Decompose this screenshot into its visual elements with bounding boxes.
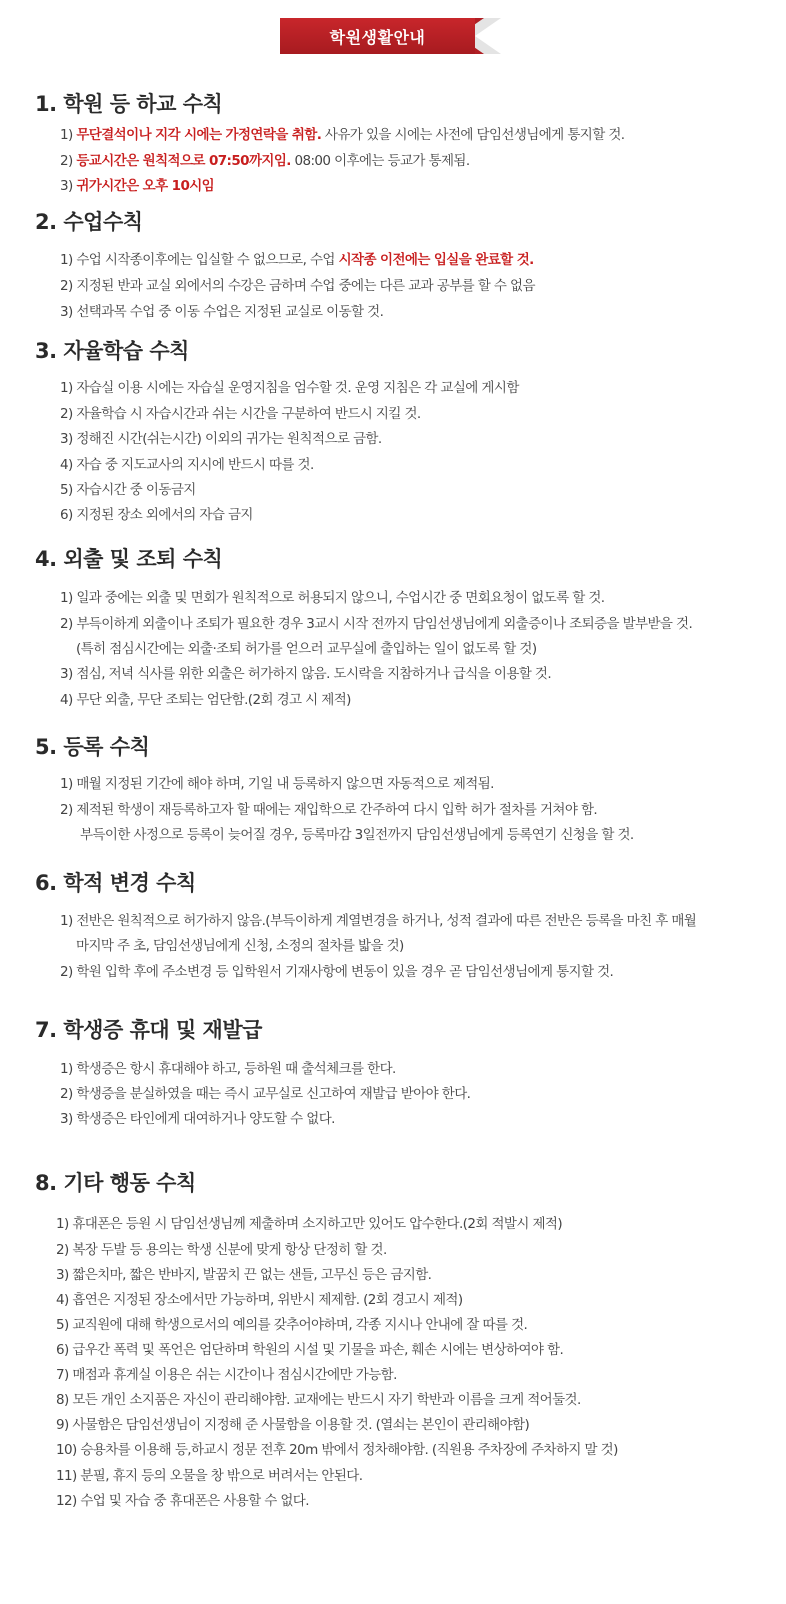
- rule-line: 11) 분필, 휴지 등의 오물을 창 밖으로 버려서는 안된다.: [56, 1468, 363, 1484]
- rule-line: 3) 선택과목 수업 중 이동 수업은 지정된 교실로 이동할 것.: [60, 304, 384, 320]
- rule-line: 2) 학생증을 분실하였을 때는 즉시 교무실로 신고하여 재발급 받아야 한다.: [60, 1086, 471, 1102]
- rule-line: 2) 부득이하게 외출이나 조퇴가 필요한 경우 3교시 시작 전까지 담임선생님에게 외출증이나 조퇴증을 발부받을 것.: [60, 616, 693, 632]
- rule-line: 1) 자습실 이용 시에는 자습실 운영지침을 엄수할 것. 운영 지침은 각 교실에 게시함: [60, 380, 519, 396]
- section-title: 2. 수업수칙: [35, 210, 143, 234]
- rule-line: 1) 수업 시작종이후에는 입실할 수 없으므로, 수업 시작종 이전에는 입실을 완료할 것.: [60, 252, 534, 268]
- rule-line: 1) 무단결석이나 지각 시에는 가정연락을 취함. 사유가 있을 시에는 사전에 담임선생님에게 통지할 것.: [60, 127, 625, 143]
- rule-line: 1) 학생증은 항시 휴대해야 하고, 등하원 때 출석체크를 한다.: [60, 1061, 396, 1077]
- rule-line: (특히 점심시간에는 외출·조퇴 허가를 얻으러 교무실에 출입하는 일이 없도록 할 것): [76, 641, 537, 657]
- section-title: 3. 자율학습 수칙: [35, 339, 189, 363]
- rule-line: 4) 흡연은 지정된 장소에서만 가능하며, 위반시 제제함. (2회 경고시 제적): [56, 1292, 463, 1308]
- rule-line: 5) 자습시간 중 이동금지: [60, 482, 196, 498]
- banner-title: 학원생활안내: [280, 18, 475, 54]
- rule-line: 2) 복장 두발 등 용의는 학생 신분에 맞게 항상 단정히 할 것.: [56, 1242, 387, 1258]
- rule-line: 8) 모든 개인 소지품은 자신이 관리해야함. 교재에는 반드시 자기 학반과 이름을 크게 적어둘것.: [56, 1392, 581, 1408]
- rule-line: 부득이한 사정으로 등록이 늦어질 경우, 등록마감 3일전까지 담임선생님에게 등록연기 신청을 할 것.: [80, 827, 634, 843]
- rule-line: 1) 일과 중에는 외출 및 면회가 원칙적으로 허용되지 않으니, 수업시간 중 면회요청이 없도록 할 것.: [60, 590, 605, 606]
- rule-line: 2) 자율학습 시 자습시간과 쉬는 시간을 구분하여 반드시 지킬 것.: [60, 406, 421, 422]
- rule-line: 3) 귀가시간은 오후 10시임: [60, 178, 215, 194]
- section-title: 4. 외출 및 조퇴 수칙: [35, 547, 223, 571]
- section-title: 7. 학생증 휴대 및 재발급: [35, 1018, 262, 1042]
- rule-line: 9) 사물함은 담임선생님이 지정해 준 사물함을 이용할 것. (열쇠는 본인이 관리해야함): [56, 1417, 530, 1433]
- rule-line: 10) 승용차를 이용해 등,하교시 정문 전후 20m 밖에서 정차해야함. (직원용 주차장에 주차하지 말 것): [56, 1442, 618, 1458]
- rule-line: 4) 무단 외출, 무단 조퇴는 엄단함.(2회 경고 시 제적): [60, 692, 351, 708]
- section-title: 5. 등록 수칙: [35, 735, 150, 759]
- rule-line: 7) 매점과 휴게실 이용은 쉬는 시간이나 점심시간에만 가능함.: [56, 1367, 397, 1383]
- rule-line: 5) 교직원에 대해 학생으로서의 예의를 갖추어야하며, 각종 지시나 안내에 잘 따를 것.: [56, 1317, 528, 1333]
- rule-line: 3) 학생증은 타인에게 대여하거나 양도할 수 없다.: [60, 1111, 335, 1127]
- rule-line: 4) 자습 중 지도교사의 지시에 반드시 따를 것.: [60, 457, 314, 473]
- section-title: 8. 기타 행동 수칙: [35, 1171, 196, 1195]
- section-title: 6. 학적 변경 수칙: [35, 871, 196, 895]
- rule-line: 1) 휴대폰은 등원 시 담임선생님께 제출하며 소지하고만 있어도 압수한다.(2회 적발시 제적): [56, 1216, 563, 1232]
- section-banner: [280, 18, 502, 54]
- rule-line: 6) 지정된 장소 외에서의 자습 금지: [60, 507, 253, 523]
- rule-line: 1) 매월 지정된 기간에 해야 하며, 기일 내 등록하지 않으면 자동적으로 제적됨.: [60, 776, 494, 792]
- rule-line: 3) 짧은치마, 짧은 반바지, 발꿈치 끈 없는 샌들, 고무신 등은 금지함.: [56, 1267, 432, 1283]
- rule-line: 12) 수업 및 자습 중 휴대폰은 사용할 수 없다.: [56, 1493, 309, 1509]
- section-title: 1. 학원 등 하교 수칙: [35, 92, 223, 116]
- rule-line: 마지막 주 초, 담임선생님에게 신청, 소정의 절차를 밟을 것): [76, 938, 404, 954]
- rule-line: 2) 제적된 학생이 재등록하고자 할 때에는 재입학으로 간주하여 다시 입학 허가 절차를 거쳐야 함.: [60, 802, 598, 818]
- rule-line: 3) 점심, 저녁 식사를 위한 외출은 허가하지 않음. 도시락을 지참하거나 급식을 이용할 것.: [60, 666, 552, 682]
- rule-line: 6) 급우간 폭력 및 폭언은 엄단하며 학원의 시설 및 기물을 파손, 훼손 시에는 변상하여야 함.: [56, 1342, 564, 1358]
- rule-line: 2) 등교시간은 원칙적으로 07:50까지임. 08:00 이후에는 등교가 통제됨.: [60, 153, 470, 169]
- rule-line: 2) 학원 입학 후에 주소변경 등 입학원서 기재사항에 변동이 있을 경우 곧 담임선생님에게 통지할 것.: [60, 964, 614, 980]
- rule-line: 1) 전반은 원칙적으로 허가하지 않음.(부득이하게 계열변경을 하거나, 성적 결과에 따른 전반은 등록을 마친 후 매월: [60, 913, 697, 929]
- rule-line: 3) 정해진 시간(쉬는시간) 이외의 귀가는 원칙적으로 금함.: [60, 431, 382, 447]
- rule-line: 2) 지정된 반과 교실 외에서의 수강은 금하며 수업 중에는 다른 교과 공부를 할 수 없음: [60, 278, 535, 294]
